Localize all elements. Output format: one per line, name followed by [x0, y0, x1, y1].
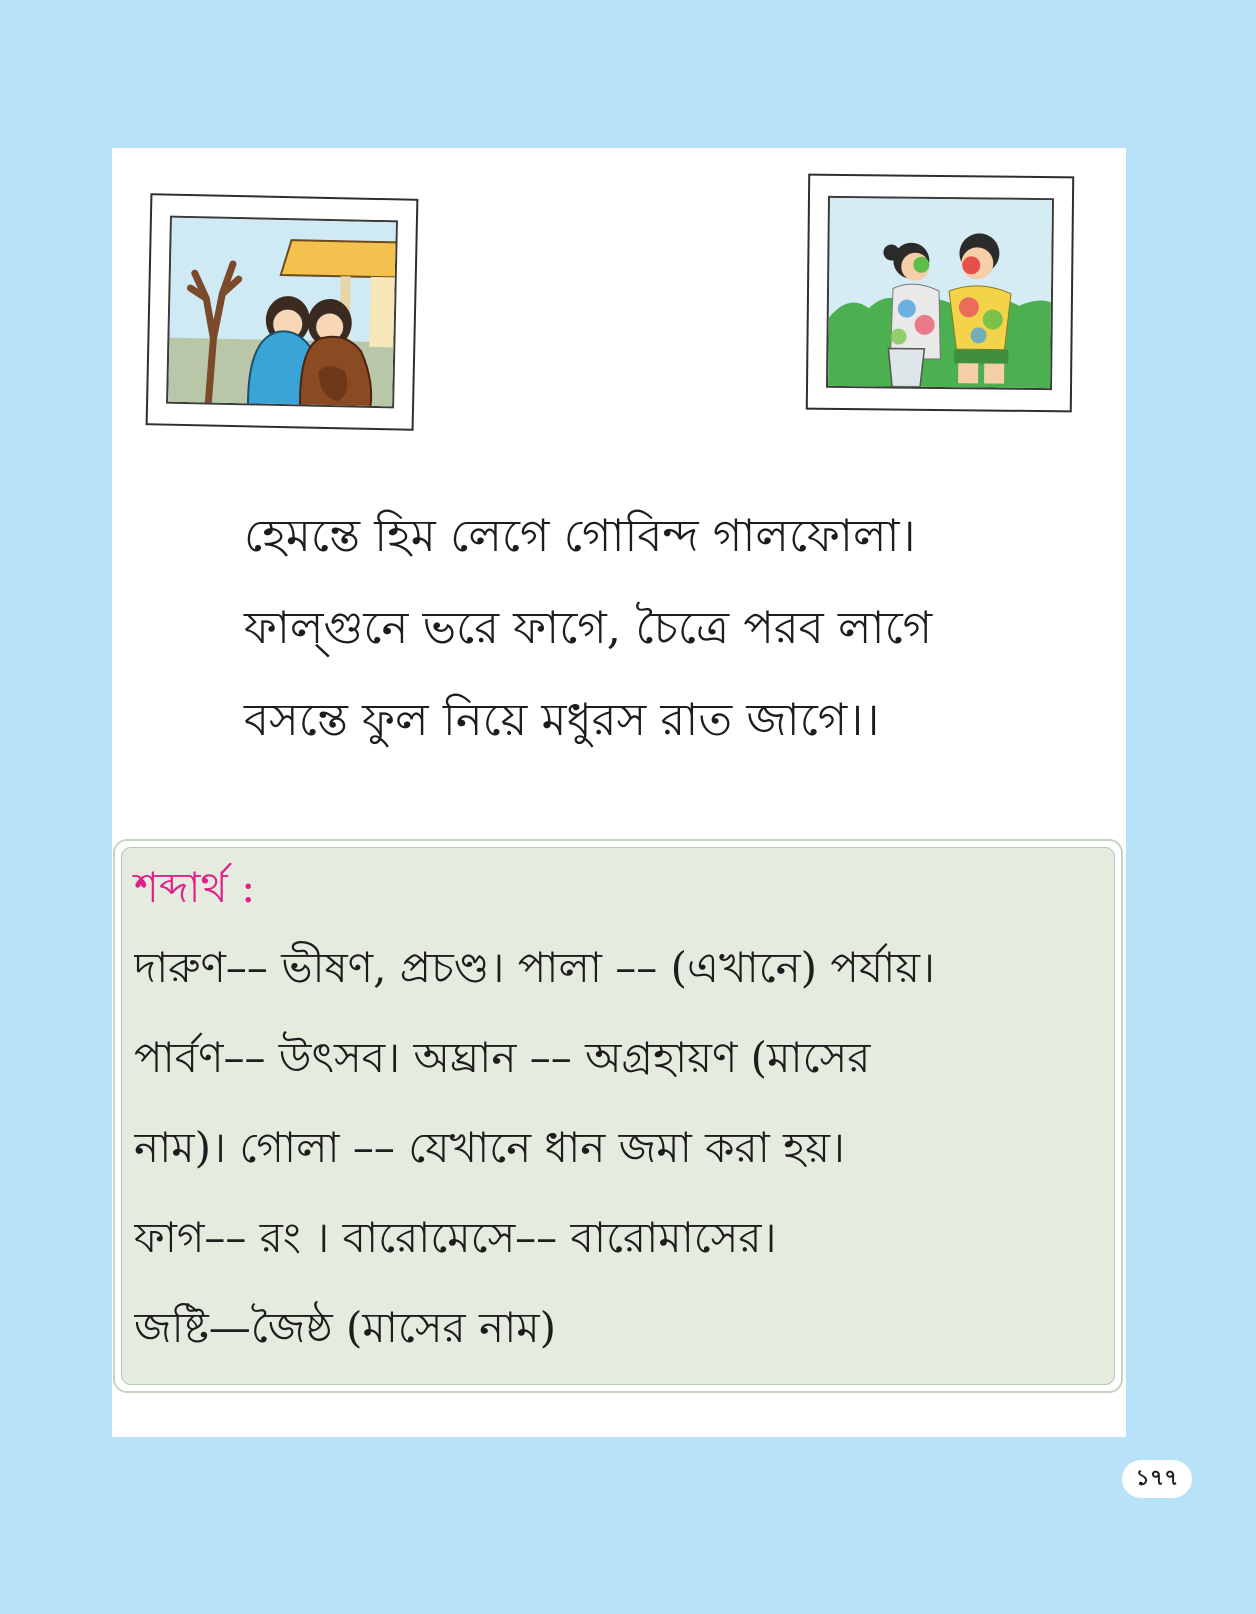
winter-scene-image: [168, 218, 398, 409]
glossary-line: ফাগ–– রং । বারোমেসে–– বারোমাসের।: [134, 1213, 777, 1262]
page-sheet: [112, 148, 1126, 1437]
poem-line: বসন্তে ফুল নিয়ে মধুরস রাত জাগে।।: [244, 693, 880, 746]
glossary-panel: [121, 847, 1115, 1385]
glossary-box: [113, 839, 1123, 1393]
page-number: ১৭৭: [1122, 1460, 1192, 1498]
glossary-line: পার্বণ–– উৎসব। অঘ্রান –– অগ্রহায়ণ (মাসের: [134, 1033, 871, 1082]
glossary-line: জষ্টি—জৈষ্ঠ (মাসের নাম): [134, 1303, 556, 1352]
illustration-holi: [806, 174, 1074, 413]
glossary-title: শব্দার্থ :: [134, 863, 256, 912]
illustration-winter: [146, 193, 419, 431]
glossary-line: নাম)। গোলা –– যেখানে ধান জমা করা হয়।: [134, 1123, 845, 1172]
poem-line: ফাল্গুনে ভরে ফাগে, চৈত্রে পরব লাগে: [244, 601, 933, 654]
glossary-line: দারুণ–– ভীষণ, প্রচণ্ড। পালা –– (এখানে) পর্যায়।: [134, 943, 936, 992]
holi-scene-image: [828, 198, 1054, 390]
poem-line: হেমন্তে হিম লেগে গোবিন্দ গালফোলা।: [244, 509, 916, 562]
